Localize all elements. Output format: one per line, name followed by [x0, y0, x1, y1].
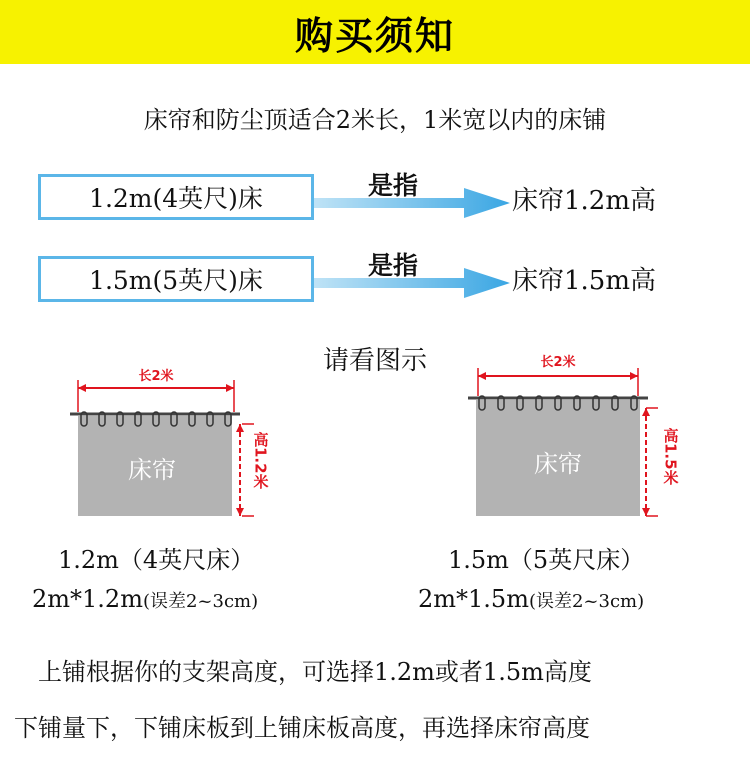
diagram-caption-dimensions: 2m*1.5m(误差2~3cm) [418, 585, 645, 613]
length-label: 长2米 [138, 369, 174, 384]
bed-size-box-1 [38, 174, 314, 220]
length-label: 长2米 [540, 355, 576, 370]
page-title: 购买须知 [294, 13, 455, 58]
arrow-label: 是指 [368, 251, 419, 280]
diagram-caption-size: 1.5m（5英尺床） [448, 546, 645, 574]
bed-size-box-2 [38, 256, 314, 302]
arrow-label: 是指 [368, 171, 419, 200]
curtain-height-result: 床帘1.2m高 [512, 186, 657, 216]
right-arrow-icon [314, 186, 514, 220]
see-diagram-heading: 请看图示 [322, 346, 427, 376]
curtain-height-result: 床帘1.5m高 [512, 266, 657, 296]
diagram-caption-size: 1.2m（4英尺床） [58, 546, 255, 574]
title-banner [0, 0, 750, 64]
intro-text: 床帘和防尘顶适合2米长，1米宽以内的床铺 [143, 106, 607, 134]
height-label: 高1.2米 [251, 432, 270, 489]
curtain-diagram-2 [462, 348, 662, 528]
note-lower-bunk: 下铺量下，下铺床板到上铺床板高度，再选择床帘高度 [14, 714, 590, 742]
bed-size-label: 1.2m(4英尺)床 [89, 184, 263, 213]
curtain-diagram-1 [64, 366, 264, 526]
diagram-caption-dimensions: 2m*1.2m(误差2~3cm) [32, 585, 259, 613]
curtain-label: 床帘 [128, 456, 176, 484]
height-label: 高1.5米 [661, 428, 680, 485]
bed-size-label: 1.5m(5英尺)床 [89, 266, 263, 295]
curtain-label: 床帘 [534, 450, 582, 478]
note-upper-bunk: 上铺根据你的支架高度，可选择1.2m或者1.5m高度 [38, 658, 592, 686]
right-arrow-icon [314, 266, 514, 300]
